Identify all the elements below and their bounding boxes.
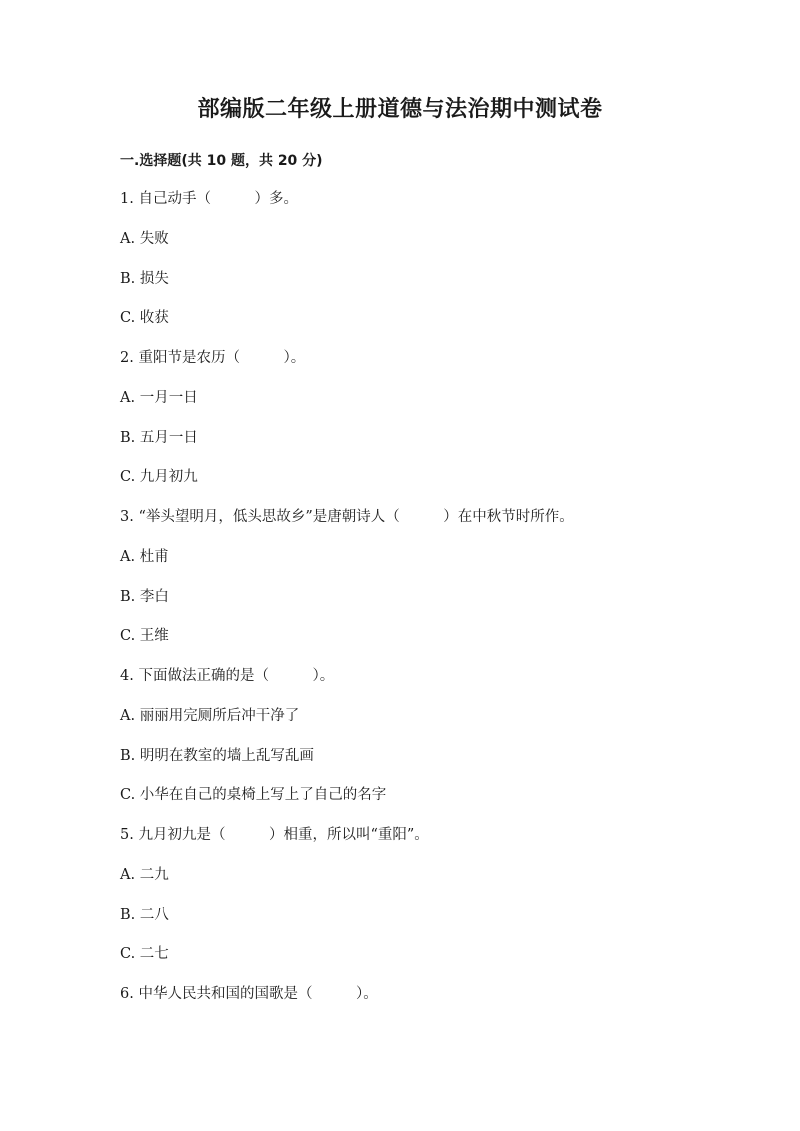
- page-title: 部编版二年级上册道德与法治期中测试卷: [197, 97, 603, 122]
- question-4-option-b: B. 明明在教室的墙上乱写乱画: [120, 747, 314, 764]
- question-3-option-b: B. 李白: [120, 588, 169, 605]
- question-4-stem: 4. 下面做法正确的是（ ）。: [120, 668, 335, 684]
- question-2-option-b: B. 五月一日: [120, 429, 198, 446]
- question-3-option-a: A. 杜甫: [120, 548, 169, 565]
- question-4-option-a: A. 丽丽用完厕所后冲干净了: [120, 707, 300, 724]
- question-5-stem: 5. 九月初九是（ ）相重，所以叫“重阳”。: [120, 827, 429, 843]
- section-heading: 一.选择题(共 10 题，共 20 分): [120, 153, 323, 169]
- question-3-option-c: C. 王维: [120, 628, 169, 645]
- question-list: [120, 180, 720, 1015]
- question-1-option-a: A. 失败: [120, 230, 169, 247]
- question-5-option-a: A. 二九: [120, 866, 169, 883]
- question-1-stem: 1. 自己动手（ ）多。: [120, 191, 298, 207]
- question-6-stem: 6. 中华人民共和国的国歌是（ ）。: [120, 986, 378, 1002]
- question-1-option-c: C. 收获: [120, 310, 169, 327]
- question-5-option-c: C. 二七: [120, 946, 169, 963]
- question-4-option-c: C. 小华在自己的桌椅上写上了自己的名字: [120, 787, 387, 804]
- question-1-option-b: B. 损失: [120, 270, 169, 287]
- question-5-option-b: B. 二八: [120, 906, 169, 923]
- question-2-option-c: C. 九月初九: [120, 469, 198, 486]
- question-2-stem: 2. 重阳节是农历（ ）。: [120, 350, 306, 366]
- question-3-stem: 3. “举头望明月，低头思故乡”是唐朝诗人（ ）在中秋节时所作。: [120, 509, 574, 525]
- question-2-option-a: A. 一月一日: [120, 389, 198, 406]
